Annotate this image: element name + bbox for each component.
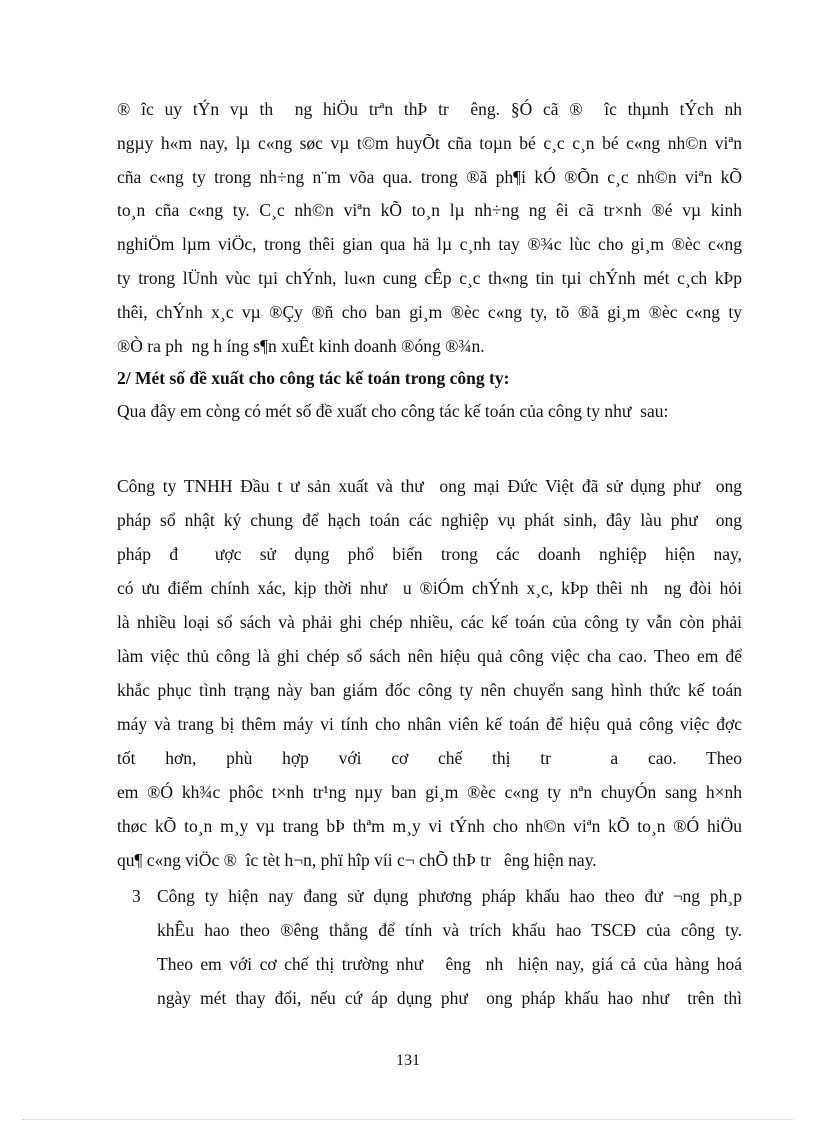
text-line: khÊu hao theo ®êng thẳng để tính và trích khấu hao TSCĐ của công ty.	[157, 920, 742, 940]
text-line: Theo em với cơ chế thị trường như êng nh hiện nay, giá cả của hàng hoá	[157, 954, 742, 974]
text-line: nghiÖm lµm viÖc, trong thêi gian qua hä lµ c¸nh tay ®¾c lùc cho gi¸m ®èc c«ng	[117, 234, 742, 254]
page-number: 131	[396, 1052, 420, 1069]
text-line: ngµy h«m nay, lµ c«ng søc vµ t©m huyÕt cña toµn bé c¸c c¸n bé c«ng nh©n viªn	[117, 133, 742, 153]
text-line: thêi, chÝnh x¸c vµ ®Çy ®ñ cho ban gi¸m ®èc c«ng ty, tõ ®ã gi¸m ®èc c«ng ty	[117, 302, 742, 322]
text-line: ® îc uy tÝn vµ th ng hiÖu trªn thÞ tr êng. §Ó cã ® îc thµnh tÝch nh	[117, 99, 742, 119]
text-line: là nhiều loại sổ sách và phải ghi chép nhiều, các kế toán của công ty vẫn còn phải	[117, 612, 742, 632]
text-line: làm việc thủ công là ghi chép sổ sách nên hiệu quả công việc cha cao. Theo em để	[117, 646, 742, 666]
text-line: máy và trang bị thêm máy vi tính cho nhân viên kế toán để hiệu quả công việc đợc	[117, 714, 742, 734]
text-line: tốt hơn, phù hợp với cơ chế thị tr a cao. Theo	[117, 748, 742, 768]
text-line: khắc phục tình trạng này ban giám đốc công ty nên chuyển sang hình thức kế toán	[117, 680, 742, 700]
section-heading: 2/ Mét số đề xuất cho công tác kế toán trong công ty:	[117, 368, 510, 388]
text-line: em ®Ó kh¾c phôc t×nh tr¹ng nµy ban gi¸m ®èc c«ng ty nªn chuyÓn sang h×nh	[117, 782, 742, 802]
text-line: Công ty TNHH Đầu t ư sản xuất và thư ong mại Đức Việt đã sử dụng phư ong	[117, 476, 742, 496]
intro-line: Qua đây em còng có mét số đề xuất cho công tác kế toán của công ty như sau:	[117, 401, 669, 421]
text-line: pháp sổ nhật ký chung để hạch toán các nghiệp vụ phát sinh, đây làu phư ong	[117, 510, 742, 530]
text-line: ®Ò ra ph ng h íng s¶n xuÊt kinh doanh ®óng ®¾n.	[117, 336, 485, 356]
text-line: ty trong lÜnh vùc tµi chÝnh, lu«n cung cÊp c¸c th«ng tin tµi chÝnh mét c¸ch kÞp	[117, 268, 742, 288]
text-line: to¸n cña c«ng ty. C¸c nh©n viªn kÕ to¸n lµ nh÷ng ng êi cã tr×nh ®é vµ kinh	[117, 200, 742, 220]
item-number: 3	[132, 886, 141, 906]
text-line: Công ty hiện nay đang sử dụng phương pháp khấu hao theo đư ¬ng ph¸p	[157, 886, 742, 906]
text-line: pháp đ ược sử dụng phổ biến trong các doanh nghiệp hiện nay,	[117, 544, 742, 564]
text-line: thøc kÕ to¸n m¸y vµ trang bÞ thªm m¸y vi tÝnh cho nh©n viªn kÕ to¸n ®Ó hiÖu	[117, 816, 742, 836]
text-line: cña c«ng ty trong nh÷ng n¨m võa qua. trong ®ã ph¶i kÓ ®Õn c¸c nh©n viªn kÕ	[117, 167, 742, 187]
page-bottom-rule	[22, 1119, 794, 1120]
text-line: qu¶ c«ng viÖc ® îc tèt h¬n, phï hîp víi c¬ chÕ thÞ tr êng hiện nay.	[117, 850, 597, 870]
text-line: ngày mét thay đổi, nếu cứ áp dụng phư ong pháp khấu hao như trên thì	[157, 988, 742, 1008]
text-line: có ưu điểm chính xác, kịp thời như u ®iÓm chÝnh x¸c, kÞp thêi nh ng đòi hỏi	[117, 578, 742, 598]
